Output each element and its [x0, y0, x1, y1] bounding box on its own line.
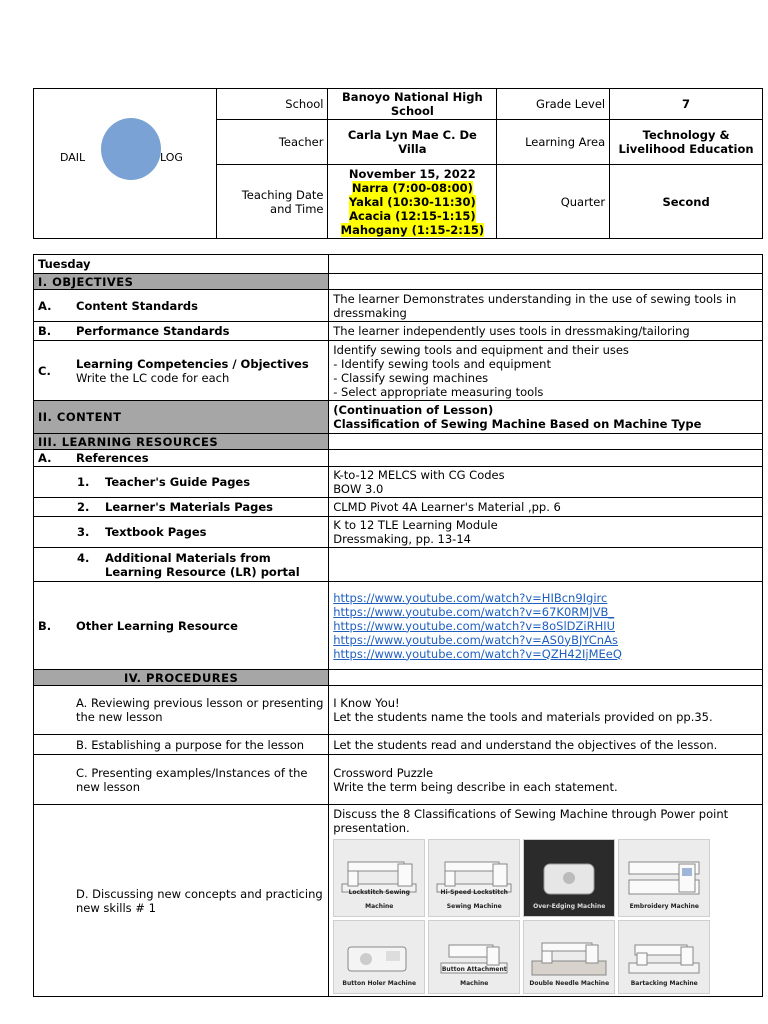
procedure-a-text	[329, 686, 763, 735]
text-line: Dressmaking, pp. 13-14	[333, 532, 471, 546]
empty-cell	[329, 450, 763, 467]
letter: A.	[38, 298, 52, 313]
youtube-link-1[interactable]: https://www.youtube.com/watch?v=HIBcn9Igirc	[333, 590, 608, 605]
number: 2.	[77, 500, 90, 514]
procedures-heading: IV. PROCEDURES	[34, 670, 329, 686]
youtube-link-5[interactable]: https://www.youtube.com/watch?v=QZH42IjMEeQ	[333, 646, 622, 661]
content-standards-label	[34, 290, 329, 322]
procedure-a-label: A. Reviewing previous lesson or presenting the new lesson	[34, 686, 329, 735]
other-resource-label	[34, 582, 329, 670]
procedure-d-label: D. Discussing new concepts and practicing new skills # 1	[34, 805, 329, 997]
text-line: K-to-12 MELCS with CG Codes	[333, 468, 505, 482]
machine-caption: Over-Edging Machine	[533, 903, 606, 910]
empty-cell	[329, 548, 763, 582]
additional-materials-label	[34, 548, 329, 582]
lesson-table	[33, 254, 763, 997]
label: Learning Competencies / Objectives	[76, 356, 309, 371]
date-cell	[328, 165, 497, 239]
objectives-heading: I. OBJECTIVES	[34, 274, 329, 290]
content-line: Classification of Sewing Machine Based on Machine Type	[333, 417, 702, 431]
textbook-text	[329, 517, 763, 548]
over-edging-machine-image	[523, 839, 615, 917]
teachers-guide-label	[34, 467, 329, 498]
text-line: Crossword Puzzle	[333, 765, 434, 780]
number: 3.	[77, 525, 90, 539]
grade-label: Grade Level	[497, 89, 610, 120]
logo-cell	[34, 89, 217, 239]
bartacking-machine-image	[618, 920, 710, 994]
text-line: Let the students name the tools and materials provided on pp.35.	[333, 710, 713, 724]
machine-caption: Double Needle Machine	[529, 980, 610, 987]
quarter-value: Second	[610, 165, 763, 239]
label: Teacher's Guide Pages	[105, 475, 251, 489]
resources-heading: III. LEARNING RESOURCES	[34, 434, 329, 450]
label: Other Learning Resource	[76, 618, 238, 633]
content-standards-text: The learner Demonstrates understanding in the use of sewing tools in dressmaking	[329, 290, 763, 322]
text-line: BOW 3.0	[333, 482, 384, 496]
day-label: Tuesday	[34, 255, 329, 274]
lockstitch-machine-image	[333, 839, 425, 917]
machine-caption: Button Holer Machine	[342, 980, 417, 987]
procedure-d-text: Discuss the 8 Classifications of Sewing Machine through Power point presentation.	[333, 807, 729, 835]
date-value: November 15, 2022	[348, 166, 476, 181]
teacher-value: Carla Lyn Mae C. De Villa	[328, 120, 497, 165]
competency-line: - Identify sewing tools and equipment	[333, 356, 551, 371]
empty-cell	[329, 255, 763, 274]
youtube-link-4[interactable]: https://www.youtube.com/watch?v=AS0yBJYCnAs	[333, 632, 618, 647]
youtube-link-2[interactable]: https://www.youtube.com/watch?v=67K0RMJVB_	[333, 604, 615, 619]
date-label: Teaching Date and Time	[216, 165, 328, 239]
content-text	[329, 401, 763, 434]
logo-oval	[101, 118, 161, 180]
competency-line: - Classify sewing machines	[333, 370, 489, 385]
label: Content Standards	[76, 298, 198, 313]
competency-line: - Select appropriate measuring tools	[333, 384, 544, 399]
area-value: Technology & Livelihood Education	[610, 120, 763, 165]
content-heading: II. CONTENT	[34, 401, 329, 434]
section-yakal: Yakal (10:30-11:30)	[348, 194, 476, 209]
label: References	[76, 451, 149, 465]
procedure-b-label: B. Establishing a purpose for the lesson	[34, 735, 329, 755]
procedure-d-content	[329, 805, 763, 997]
empty-cell	[329, 434, 763, 450]
empty-cell	[329, 670, 763, 686]
label: Learner's Materials Pages	[105, 500, 274, 514]
grade-value: 7	[610, 89, 763, 120]
letter: A.	[38, 451, 52, 465]
teacher-label: Teacher	[216, 120, 328, 165]
hi-speed-lockstitch-image	[428, 839, 520, 917]
label: Learning Resource (LR) portal	[105, 564, 300, 579]
machine-caption: Bartacking Machine	[630, 980, 698, 987]
log-text: LOG	[160, 151, 183, 164]
text-line: K to 12 TLE Learning Module	[333, 518, 498, 532]
area-label: Learning Area	[497, 120, 610, 165]
section-acacia: Acacia (12:15-1:15)	[349, 208, 476, 223]
text-line: Write the term being describe in each statement.	[333, 779, 618, 794]
procedure-c-text	[329, 755, 763, 805]
school-label: School	[216, 89, 328, 120]
label: Performance Standards	[76, 324, 230, 338]
double-needle-machine-image	[523, 920, 615, 994]
learners-materials-text: CLMD Pivot 4A Learner's Material ,pp. 6	[329, 498, 763, 517]
sublabel: Write the LC code for each	[76, 370, 230, 385]
embroidery-machine-image	[618, 839, 710, 917]
machine-caption: Lockstitch Sewing Machine	[348, 889, 410, 910]
section-mahogany: Mahogany (1:15-2:15)	[340, 222, 485, 237]
machine-caption: Button Attachment Machine	[441, 966, 507, 987]
header-table	[33, 88, 763, 239]
procedure-c-label: C. Presenting examples/Instances of the new lesson	[34, 755, 329, 805]
textbook-label	[34, 517, 329, 548]
references-label	[34, 450, 329, 467]
letter: C.	[38, 363, 51, 378]
machine-caption: Embroidery Machine	[629, 903, 699, 910]
competency-line: Identify sewing tools and equipment and their uses	[333, 342, 629, 357]
label: Additional Materials from	[105, 550, 271, 565]
content-line: (Continuation of Lesson)	[333, 403, 494, 417]
empty-cell	[329, 274, 763, 290]
number: 4.	[77, 550, 90, 565]
teachers-guide-text	[329, 467, 763, 498]
procedure-b-text: Let the students read and understand the objectives of the lesson.	[329, 735, 763, 755]
button-attachment-machine-image	[428, 920, 520, 994]
school-value: Banoyo National High School	[328, 89, 497, 120]
daily-text: DAIL	[60, 151, 86, 164]
performance-standards-text: The learner independently uses tools in dressmaking/tailoring	[329, 322, 763, 341]
youtube-link-3[interactable]: https://www.youtube.com/watch?v=8oSlDZiRHIU	[333, 618, 616, 633]
number: 1.	[77, 475, 90, 489]
machine-caption: Hi-Speed Lockstitch Sewing Machine	[440, 889, 508, 910]
text-line: I Know You!	[333, 696, 400, 710]
label: Textbook Pages	[105, 525, 207, 539]
letter: B.	[38, 618, 52, 633]
letter: B.	[38, 324, 52, 338]
performance-standards-label	[34, 322, 329, 341]
button-holer-machine-image	[333, 920, 425, 994]
other-resource-links	[329, 582, 763, 670]
sewing-machine-images	[333, 839, 758, 994]
learners-materials-label	[34, 498, 329, 517]
quarter-label: Quarter	[497, 165, 610, 239]
competencies-label	[34, 341, 329, 401]
competencies-text	[329, 341, 763, 401]
section-narra: Narra (7:00-08:00)	[351, 180, 473, 195]
